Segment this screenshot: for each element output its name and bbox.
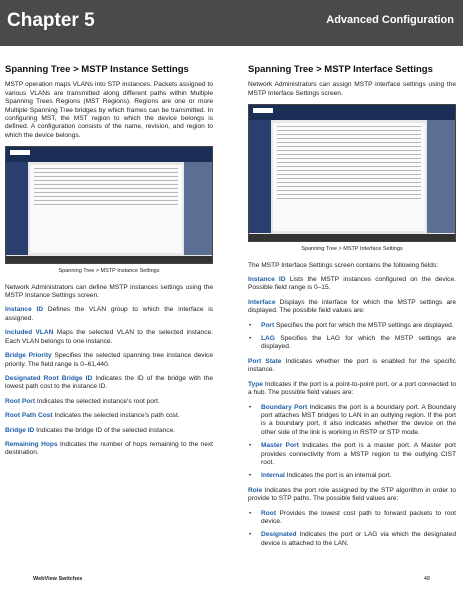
screenshot-content	[273, 123, 425, 231]
right-para: The MSTP Interface Settings screen contains the following fields:	[248, 261, 439, 269]
field-instance-id	[5, 306, 213, 323]
right-heading: Spanning Tree > MSTP Interface Settings	[248, 64, 433, 75]
screenshot-topbar	[249, 105, 455, 120]
field-label: Interface	[248, 298, 276, 306]
right-column	[248, 66, 456, 554]
field-label: Root Path Cost	[5, 412, 53, 420]
item-desc: Specifies the port for which the MSTP settings are displayed.	[276, 321, 454, 329]
page-footer	[0, 572, 463, 586]
field-role	[248, 487, 456, 504]
field-label: Type	[248, 380, 263, 388]
field-desc: Defines the VLAN group to which the interface is assigned.	[5, 306, 213, 322]
screenshot-help-panel	[427, 120, 455, 233]
page-number: 48	[423, 576, 430, 582]
field-remaining-hops	[5, 441, 213, 458]
field-desc: Indicates the number of hops remaining to the next destination.	[5, 440, 213, 457]
item-label: Boundary Port	[261, 403, 308, 411]
field-root-path-cost	[5, 412, 213, 420]
field-label: Bridge Priority	[5, 352, 52, 360]
item-label: Internal	[261, 472, 285, 480]
item-desc: Indicates the port or LAG via which the designated device is attached to the LAN.	[261, 531, 456, 547]
field-desc: Specifies the selected spanning tree instance device priority. The field range is 0–61,440.	[5, 352, 213, 368]
field-desc: Maps the selected VLAN to the selected instance. Each VLAN belongs to one instance.	[5, 329, 214, 345]
field-label: Role	[248, 486, 263, 494]
field-designated-root	[5, 375, 213, 392]
field-desc: Indicates the selected instance's path cost.	[54, 412, 180, 420]
list-item	[257, 404, 456, 438]
left-para: Network Administrators can define MSTP instances settings using the MSTP Instance Settings screen.	[5, 283, 213, 300]
field-desc: Displays the interface for which the MSTP settings are displayed. The possible field values are:	[248, 298, 456, 315]
screenshot-sidebar	[249, 120, 271, 233]
list-item	[257, 472, 456, 480]
left-column	[5, 66, 213, 464]
item-desc: Specifies the LAG for which the MSTP settings are displayed.	[261, 335, 456, 351]
left-caption: Spanning Tree > MSTP Instance Settings	[58, 268, 160, 275]
field-label: Designated Root Bridge ID	[5, 374, 93, 382]
screenshot-topbar	[6, 147, 212, 162]
left-intro: MSTP operation maps VLANs into STP instances. Packets assigned to various VLANs are transmitted along different paths within Multiple Spanning Trees Regions (MST Regions). Regions are one or more Multiple Spanning Tree bridges by which frames can be transmitted. In configuring MST, the MST region to which the device belongs is defined. A configuration consists of the name, revision, and region to which the device belongs.	[5, 81, 213, 139]
field-desc: Indicates the ID of the bridge with the lowest path cost to the instance ID.	[5, 374, 213, 391]
field-instance-id	[248, 276, 456, 293]
mstp-interface-screenshot	[248, 104, 456, 242]
field-desc: Indicates if the port is a point-to-point port, or a port connected to a hub. The possible field values are:	[248, 380, 456, 397]
field-desc: Indicates the selected instance's root port.	[36, 397, 160, 405]
chapter-title: Chapter 5	[7, 10, 95, 31]
item-desc: Provides the lowest cost path to forward packets to root device.	[261, 509, 456, 525]
field-label: Bridge ID	[5, 426, 35, 434]
page-header	[0, 0, 463, 46]
list-item	[257, 510, 456, 527]
item-label: Designated	[261, 531, 297, 539]
footer-product: WebView Switches	[33, 576, 83, 582]
item-desc: Indicates the port is a boundary port. A Boundary port attaches MST bridges to LAN in an outlying region. If the port is a boundary port, it also indicates whether the device on the other side of the link is working in RSTP or STP mode.	[261, 403, 456, 436]
left-heading: Spanning Tree > MSTP Instance Settings	[5, 64, 189, 75]
item-label: LAG	[261, 335, 275, 343]
field-bridge-id	[5, 427, 213, 435]
screenshot-content	[30, 165, 182, 253]
mstp-instance-screenshot	[5, 146, 213, 264]
field-desc: Indicates whether the port is enabled for the specific instance.	[248, 357, 456, 374]
item-desc: Indicates the port is a master port. A Master port provides connectivity from a MSTP region to the outlying CIST root.	[261, 442, 456, 466]
right-intro: Network Administrators can assign MSTP interface settings using the MSTP Interface Settings screen.	[248, 81, 456, 97]
interface-values	[248, 322, 456, 352]
field-label: Included VLAN	[5, 329, 54, 337]
type-values	[248, 404, 456, 481]
field-interface	[248, 299, 456, 316]
screenshot-footer	[6, 256, 212, 263]
linksys-logo	[253, 108, 273, 113]
linksys-logo	[10, 150, 30, 155]
section-title: Advanced Configuration	[326, 14, 454, 26]
field-included-vlan	[5, 329, 213, 346]
field-label: Remaining Hops	[5, 440, 58, 448]
field-port-state	[248, 358, 456, 375]
field-bridge-priority	[5, 352, 213, 369]
field-label: Instance ID	[5, 306, 44, 314]
list-item	[257, 322, 456, 330]
field-desc: Lists the MSTP instances configured on the device. Possible field range is 0–15.	[248, 276, 456, 292]
field-type	[248, 381, 456, 398]
list-item	[257, 531, 456, 548]
field-label: Port State	[248, 357, 282, 365]
item-label: Root	[261, 509, 277, 517]
item-desc: Indicates the port is an internal port.	[286, 472, 392, 480]
screenshot-sidebar	[6, 162, 28, 255]
field-desc: Indicates the port role assigned by the STP algorithm in order to provide to STP paths. The possible field values are:	[248, 486, 456, 503]
field-label: Instance ID	[248, 276, 286, 284]
right-caption: Spanning Tree > MSTP Interface Settings	[301, 246, 403, 253]
list-item	[257, 335, 456, 352]
list-item	[257, 442, 456, 467]
item-label: Master Port	[261, 442, 299, 450]
screenshot-help-panel	[184, 162, 212, 255]
role-values	[248, 510, 456, 549]
item-label: Port	[261, 321, 275, 329]
field-label: Root Port	[5, 397, 36, 405]
field-root-port	[5, 398, 213, 406]
field-desc: Indicates the bridge ID of the selected instance.	[36, 426, 176, 434]
screenshot-footer	[249, 234, 455, 241]
